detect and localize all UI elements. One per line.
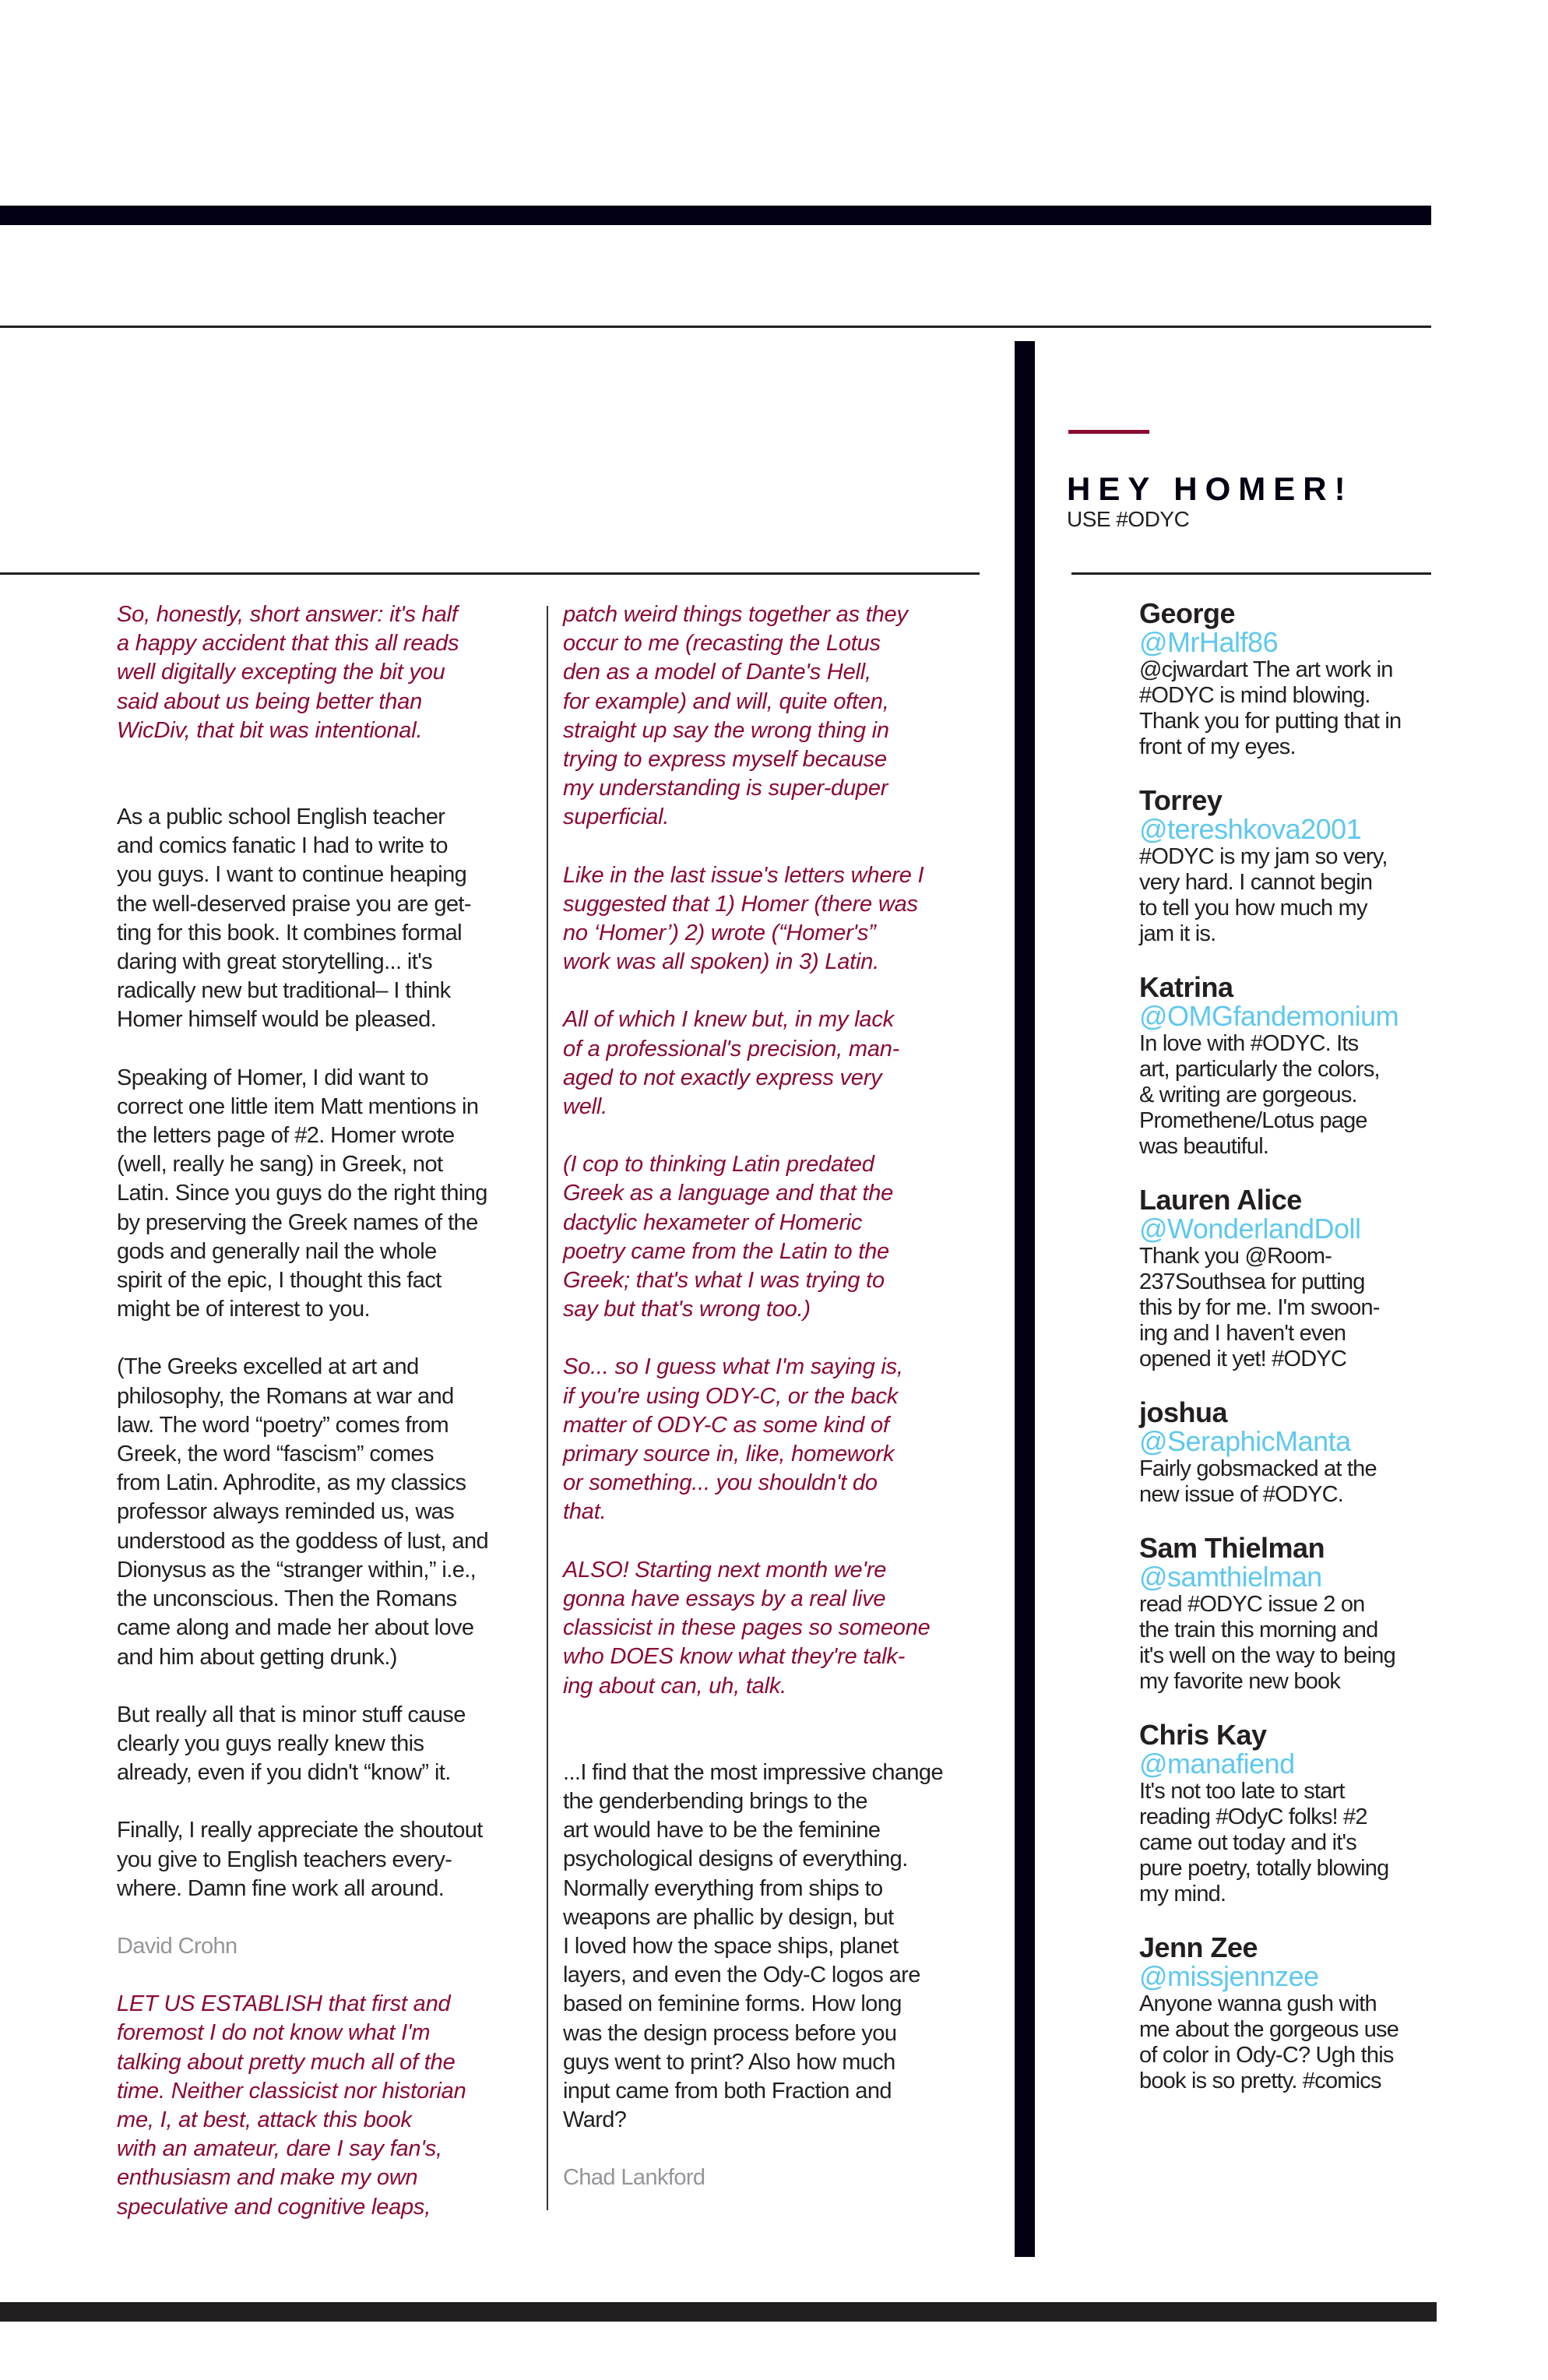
editor-reply-paragraph <box>563 1150 968 1324</box>
text-line: new issue of #ODYC. <box>1139 1482 1344 1507</box>
text-line: you guys. I want to continue heaping <box>117 862 467 888</box>
text-line: my understanding is super-duper <box>563 776 888 801</box>
tweet-author-name: Torrey <box>1139 784 1223 816</box>
text-line: jam it is. <box>1139 921 1216 946</box>
tweet-handle-link[interactable]: @WonderlandDoll <box>1139 1213 1361 1245</box>
text-line: daring with great storytelling... it's <box>117 949 433 975</box>
text-line: & writing are gorgeous. <box>1139 1083 1357 1107</box>
text-line: the well-deserved praise you are get- <box>117 891 471 917</box>
editor-reply-paragraph <box>563 861 968 977</box>
text-line: speculative and cognitive leaps, <box>117 2194 431 2220</box>
text-line: where. Damn fine work all around. <box>117 1875 445 1901</box>
text-line: psychological designs of everything. <box>563 1847 908 1872</box>
letter-paragraph <box>117 1816 529 1903</box>
tweet-item <box>1139 597 1435 760</box>
text-line: understood as the goddess of lust, and <box>117 1528 488 1554</box>
text-line: foremost I do not know what I'm <box>117 2020 431 2046</box>
tweet-handle-link[interactable]: @OMGfandemonium <box>1139 1000 1399 1032</box>
text-line: no ‘Homer’) 2) wrote (“Homer's” <box>563 921 876 946</box>
text-line: WicDiv, that bit was intentional. <box>117 717 423 743</box>
text-line: of color in Ody-C? Ugh this <box>1139 2043 1394 2068</box>
tweet-item <box>1139 1721 1435 1907</box>
sidebar-rule <box>1071 572 1431 575</box>
tweet-item <box>1139 1931 1435 2094</box>
text-line: the genderbending brings to the <box>563 1788 867 1814</box>
text-line: from Latin. Aphrodite, as my classics <box>117 1470 466 1496</box>
text-line: Anyone wanna gush with <box>1139 1991 1377 2016</box>
text-line: time. Neither classicist nor historian <box>117 2078 466 2104</box>
tweet-author-name: Chris Kay <box>1139 1719 1267 1751</box>
text-line: Thank you @Room- <box>1139 1244 1332 1269</box>
text-line: Greek, the word “fascism” comes <box>117 1442 434 1467</box>
text-line: (I cop to thinking Latin predated <box>563 1152 874 1178</box>
text-line: Ward? <box>563 2107 627 2133</box>
text-line: suggested that 1) Homer (there was <box>563 891 918 917</box>
letter-signature: Chad Lankford <box>563 2165 705 2191</box>
tweet-handle-link[interactable]: @MrHalf86 <box>1139 626 1279 658</box>
text-line: But really all that is minor stuff cause <box>117 1702 466 1727</box>
text-line: #ODYC is my jam so very, <box>1139 844 1388 869</box>
letter-paragraph <box>117 1701 529 1788</box>
editor-reply-paragraph <box>563 1353 968 1526</box>
text-line: it's well on the way to being <box>1139 1643 1395 1668</box>
text-line: LET US ESTABLISH that first and <box>117 1991 451 2017</box>
tweet-author-name: Sam Thielman <box>1139 1532 1325 1564</box>
text-line: very hard. I cannot begin <box>1139 870 1373 895</box>
text-line: work was all spoken) in 3) Latin. <box>563 949 880 975</box>
text-line: and him about getting drunk.) <box>117 1644 397 1670</box>
text-line: Finally, I really appreciate the shoutout <box>117 1818 483 1843</box>
tweet-handle-link[interactable]: @tereshkova2001 <box>1139 813 1362 845</box>
text-line: 237Southsea for putting <box>1139 1269 1365 1294</box>
tweet-body <box>1139 1592 1435 1695</box>
text-line: aged to not exactly express very <box>563 1065 882 1090</box>
tweet-body <box>1139 1779 1435 1907</box>
editor-reply-paragraph <box>563 600 968 833</box>
text-line: if you're using ODY-C, or the back <box>563 1383 899 1409</box>
letter-paragraph <box>117 1064 529 1325</box>
editor-reply <box>117 600 529 745</box>
text-line: of a professional's precision, man- <box>563 1036 900 1061</box>
text-line: philosophy, the Romans at war and <box>117 1383 454 1409</box>
text-line: ALSO! Starting next month we're <box>563 1557 887 1583</box>
text-line: based on feminine forms. How long <box>563 1991 902 2017</box>
tweet-author-name: Jenn Zee <box>1139 1931 1258 1963</box>
tweet-handle-link[interactable]: @samthielman <box>1139 1561 1322 1593</box>
text-line: So... so I guess what I'm saying is, <box>563 1354 903 1380</box>
top-thin-rule <box>0 326 1431 328</box>
text-line: ing about can, uh, talk. <box>563 1673 787 1699</box>
text-line: primary source in, like, homework <box>563 1442 895 1467</box>
text-line: occur to me (recasting the Lotus <box>563 631 881 657</box>
text-line: Homer himself would be pleased. <box>117 1007 437 1033</box>
tweet-handle-link[interactable]: @SeraphicManta <box>1139 1425 1351 1457</box>
text-line: enthusiasm and make my own <box>117 2165 418 2191</box>
column-divider <box>547 606 548 2210</box>
text-line: Greek as a language and that the <box>563 1181 894 1206</box>
text-line: was beautiful. <box>1139 1134 1269 1159</box>
text-line: by preserving the Greek names of the <box>117 1209 478 1235</box>
tweet-item <box>1139 1534 1435 1695</box>
text-line: den as a model of Dante's Hell, <box>563 660 871 685</box>
reader-letter <box>117 803 529 1903</box>
text-line: read #ODYC issue 2 on <box>1139 1592 1365 1617</box>
tweet-body <box>1139 657 1435 760</box>
text-line: professor always reminded us, was <box>117 1499 455 1525</box>
text-line: ...I find that the most impressive change <box>563 1759 943 1785</box>
text-line: Fairly gobsmacked at the <box>1139 1456 1377 1481</box>
text-line: dactylic hexameter of Homeric <box>563 1209 863 1235</box>
tweet-handle-link[interactable]: @missjennzee <box>1139 1960 1319 1992</box>
letters-section-rule <box>0 572 980 575</box>
text-line: poetry came from the Latin to the <box>563 1238 889 1264</box>
text-line: input came from both Fraction and <box>563 2078 892 2104</box>
text-line: my favorite new book <box>1139 1669 1341 1694</box>
text-line: straight up say the wrong thing in <box>563 717 889 743</box>
letters-column-middle <box>563 600 968 2222</box>
top-divider-bar <box>0 206 1431 225</box>
text-line: radically new but traditional– I think <box>117 978 451 1004</box>
editor-reply <box>117 1990 529 2222</box>
text-line: layers, and even the Ody-C logos are <box>563 1963 920 1988</box>
tweet-author-name: Katrina <box>1139 971 1233 1003</box>
text-line: with an amateur, dare I say fan's, <box>117 2136 442 2162</box>
text-line: matter of ODY-C as some kind of <box>563 1412 889 1438</box>
letters-column-left <box>117 600 529 2251</box>
text-line: trying to express myself because <box>563 747 887 773</box>
letter-signature: David Crohn <box>117 1933 237 1959</box>
tweet-body <box>1139 844 1435 947</box>
text-line: Speaking of Homer, I did want to <box>117 1065 428 1090</box>
text-line: correct one little item Matt mentions in <box>117 1093 479 1119</box>
text-line: my mind. <box>1139 1882 1226 1906</box>
accent-dash <box>1068 430 1149 434</box>
text-line: Promethene/Lotus page <box>1139 1108 1367 1133</box>
tweet-handle-link[interactable]: @manafiend <box>1139 1748 1295 1780</box>
text-line: All of which I knew but, in my lack <box>563 1007 894 1033</box>
bottom-divider-bar <box>0 2302 1437 2322</box>
text-line: me, I, at best, attack this book <box>117 2107 412 2132</box>
reader-letter <box>563 1759 968 2135</box>
text-line: gods and generally nail the whole <box>117 1238 437 1264</box>
text-line: who DOES know what they're talk- <box>563 1644 906 1670</box>
letter-paragraph <box>117 803 529 1035</box>
editor-reply-paragraph <box>563 1005 968 1121</box>
text-line: book is so pretty. #comics <box>1139 2068 1381 2093</box>
text-line: art, particularly the colors, <box>1139 1057 1380 1082</box>
text-line: ing and I haven't even <box>1139 1321 1346 1346</box>
text-line: clearly you guys really knew this <box>117 1730 424 1756</box>
text-line: came along and made her about love <box>117 1615 474 1641</box>
text-line: superficial. <box>563 804 670 830</box>
text-line: and comics fanatic I had to write to <box>117 833 448 859</box>
tweet-item <box>1139 1186 1435 1372</box>
text-line: Dionysus as the “stranger within,” i.e., <box>117 1557 477 1583</box>
text-line: well digitally excepting the bit you <box>117 660 445 685</box>
text-line: ting for this book. It combines formal <box>117 920 463 945</box>
tweet-item <box>1139 973 1435 1160</box>
tweet-body <box>1139 1456 1435 1508</box>
text-line: As a public school English teacher <box>117 804 445 830</box>
text-line: the train this morning and <box>1139 1618 1378 1642</box>
text-line: a happy accident that this all reads <box>117 631 459 657</box>
text-line: guys went to print? Also how much <box>563 2049 895 2075</box>
text-line: weapons are phallic by design, but <box>563 1904 894 1930</box>
text-line: In love with #ODYC. Its <box>1139 1031 1359 1056</box>
sidebar-title: HEY HOMER! <box>1067 470 1353 507</box>
text-line: opened it yet! #ODYC <box>1139 1347 1347 1371</box>
text-line: came out today and it's <box>1139 1830 1356 1855</box>
tweet-body <box>1139 1991 1435 2094</box>
text-line: talking about pretty much all of the <box>117 2049 456 2075</box>
text-line: (The Greeks excelled at art and <box>117 1354 419 1380</box>
text-line: me about the gorgeous use <box>1139 2017 1399 2042</box>
text-line: said about us being better than <box>117 688 423 714</box>
text-line: to tell you how much my <box>1139 896 1367 921</box>
tweet-body <box>1139 1031 1435 1160</box>
text-line: or something... you shouldn't do <box>563 1470 878 1496</box>
text-line: @cjwardart The art work in <box>1139 657 1393 682</box>
text-line: might be of interest to you. <box>117 1297 370 1322</box>
text-line: It's not too late to start <box>1139 1779 1345 1804</box>
text-line: already, even if you didn't “know” it. <box>117 1760 451 1786</box>
text-line: you give to English teachers every- <box>117 1847 452 1872</box>
text-line: Latin. Since you guys do the right thing <box>117 1181 487 1206</box>
text-line: front of my eyes. <box>1139 734 1296 759</box>
tweet-body <box>1139 1244 1435 1372</box>
text-line: classicist in these pages so someone <box>563 1615 931 1641</box>
text-line: Like in the last issue's letters where I <box>563 862 924 888</box>
text-line: art would have to be the feminine <box>563 1818 881 1843</box>
tweet-author-name: Lauren Alice <box>1139 1184 1302 1216</box>
text-line: Normally everything from ships to <box>563 1875 883 1901</box>
letter-paragraph <box>117 1353 529 1671</box>
text-line: Thank you for putting that in <box>1139 709 1402 734</box>
text-line: for example) and will, quite often, <box>563 688 889 714</box>
text-line: So, honestly, short answer: it's half <box>117 602 458 627</box>
text-line: gonna have essays by a real live <box>563 1586 886 1611</box>
text-line: that. <box>563 1499 607 1525</box>
tweet-author-name: George <box>1139 597 1236 629</box>
text-line: well. <box>563 1094 608 1120</box>
text-line: was the design process before you <box>563 2020 897 2046</box>
text-line: law. The word “poetry” comes from <box>117 1412 449 1438</box>
text-line: I loved how the space ships, planet <box>563 1933 899 1959</box>
sidebar-subtitle: USE #ODYC <box>1067 507 1190 531</box>
text-line: (well, really he sang) in Greek, not <box>117 1152 443 1178</box>
tweet-item <box>1139 1396 1435 1508</box>
text-line: patch weird things together as they <box>563 602 908 627</box>
tweet-author-name: joshua <box>1139 1396 1228 1428</box>
editor-reply-paragraph <box>563 1556 968 1701</box>
text-line: the unconscious. Then the Romans <box>117 1586 457 1612</box>
text-line: say but that's wrong too.) <box>563 1297 811 1322</box>
text-line: this by for me. I'm swoon- <box>1139 1295 1380 1320</box>
text-line: #ODYC is mind blowing. <box>1139 683 1370 708</box>
text-line: reading #OdyC folks! #2 <box>1139 1804 1367 1829</box>
sidebar-vertical-bar <box>1015 341 1035 2257</box>
text-line: pure poetry, totally blowing <box>1139 1856 1389 1881</box>
tweet-list <box>1139 597 1435 2121</box>
text-line: spirit of the epic, I thought this fact <box>117 1268 442 1294</box>
text-line: the letters page of #2. Homer wrote <box>117 1123 455 1149</box>
text-line: Greek; that's what I was trying to <box>563 1268 885 1294</box>
tweet-item <box>1139 784 1435 947</box>
